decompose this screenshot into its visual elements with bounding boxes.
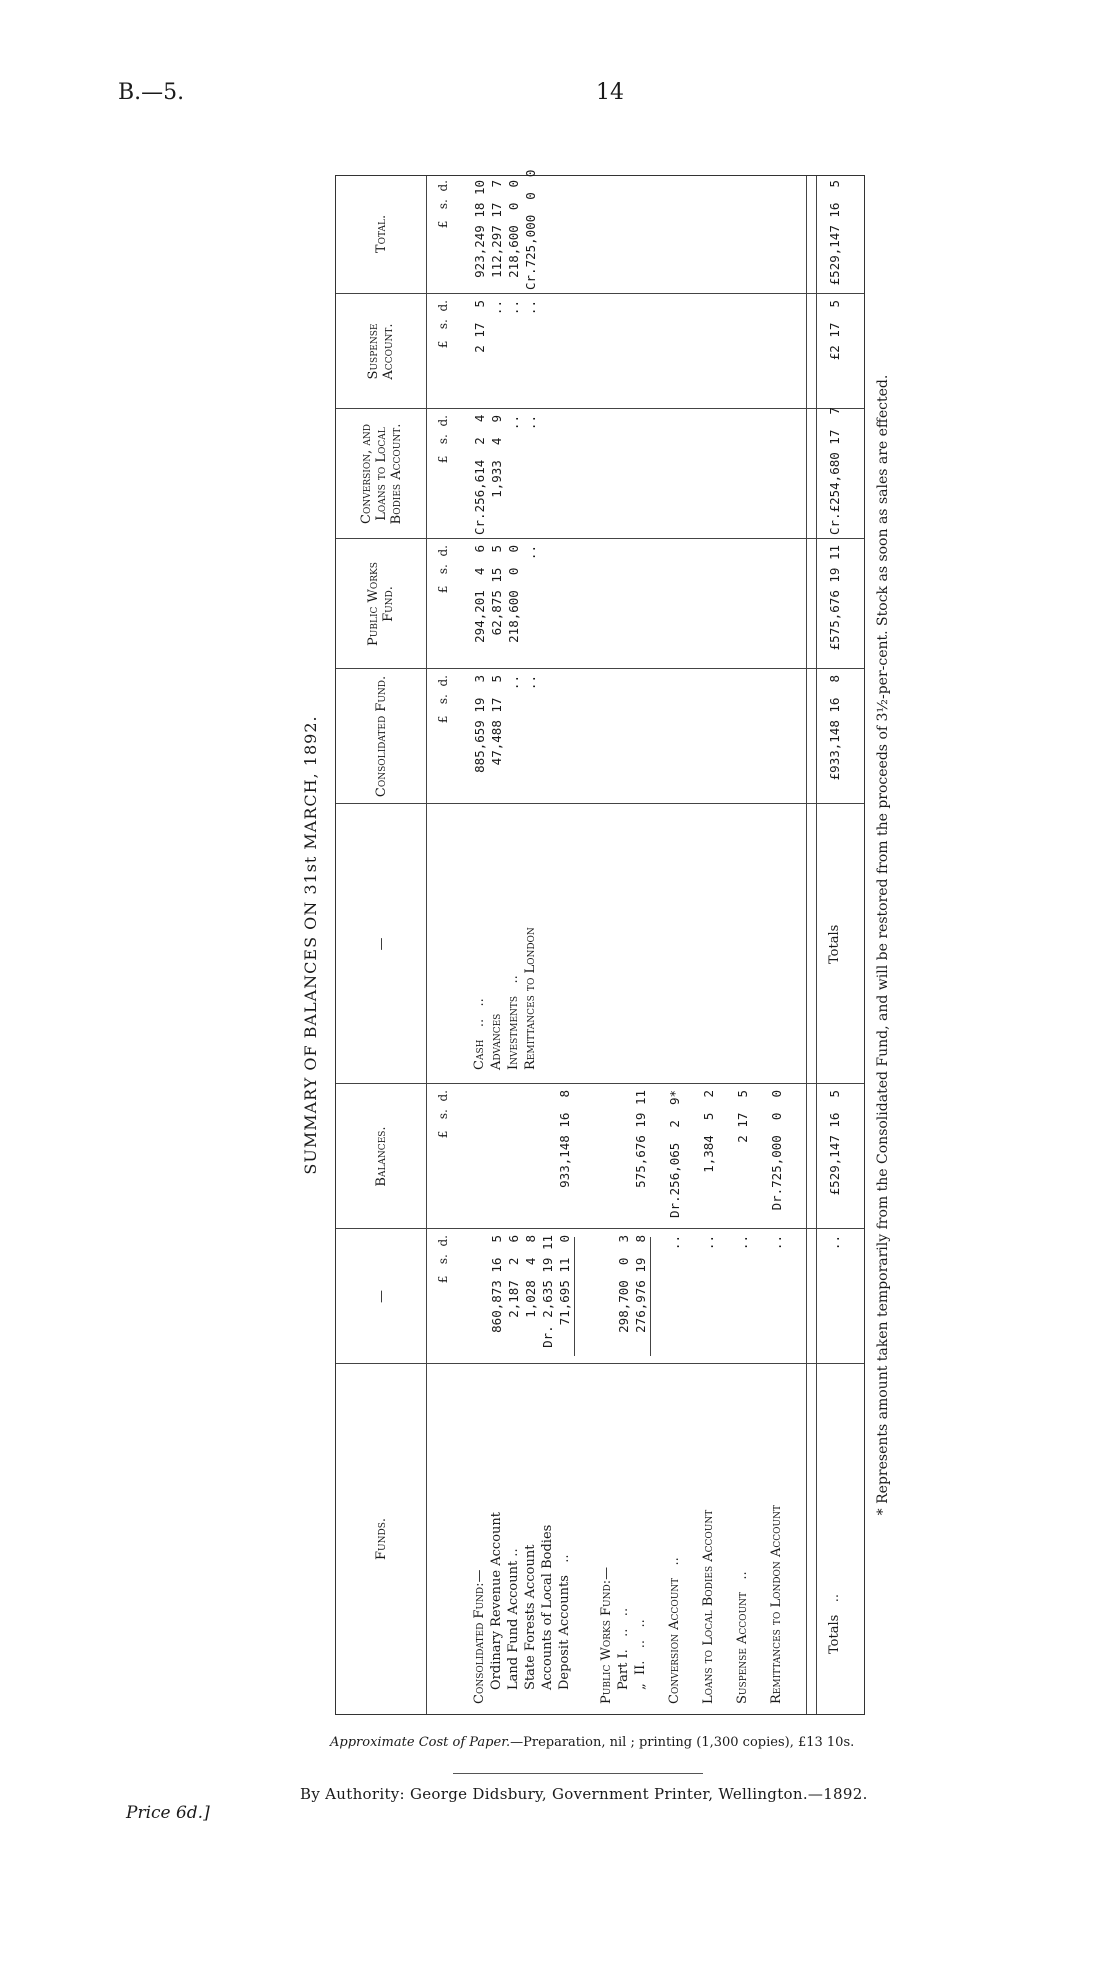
unit-label: £ s. d. [436,675,450,724]
fund-label: State Forests Account [523,1544,538,1690]
fund-label: Remittances to London Account [769,1505,784,1704]
detail-amount: 860,873 16 5 [489,1235,504,1333]
table-title: SUMMARY OF BALANCES ON 31st MARCH, 1892. [301,715,320,1175]
balance-amount: 933,148 16 8 [557,1090,572,1188]
column-divider [336,293,864,294]
conversion-amount: .. [523,415,538,431]
consolidated-amount: .. [506,675,521,691]
unit-label: £ s. d. [436,1090,450,1139]
totals-balance: £529,147 16 5 [827,1090,842,1196]
fund-label: Conversion Account .. [667,1557,682,1704]
fund-label: Suspense Account .. [735,1571,750,1704]
consolidated-amount: .. [523,675,538,691]
header-suspense: Suspense Account. [366,323,396,380]
balance-amount: 575,676 19 11 [633,1090,648,1188]
totals-detail: .. [827,1235,842,1251]
balance-amount: Dr.725,000 0 0 [769,1090,784,1211]
total-conversion: Cr.£254,680 17 7 [827,407,842,535]
detail-amount: 71,695 11 0 [557,1235,572,1326]
subtotal-rule [650,1237,651,1356]
balance-amount: 2 17 5 [735,1090,750,1143]
header-total: Total. [373,214,389,254]
asset-label: Cash .. .. [472,998,487,1070]
column-divider [336,1228,864,1229]
fund-label: Consolidated Fund:— [472,1569,487,1704]
column-divider [336,408,864,409]
divider [453,1773,703,1774]
price: Price 6d.] [126,1803,210,1823]
fund-label: Public Works Fund:— [599,1566,614,1704]
rotated-summary-table [301,169,891,1715]
fund-label: Deposit Accounts .. [557,1554,572,1690]
subtotal-rule [574,1237,575,1356]
fund-label: Accounts of Local Bodies [540,1524,555,1690]
unit-label: £ s. d. [436,300,450,349]
unit-label: £ s. d. [436,180,450,229]
conversion-amount: Cr.256,614 2 4 [472,414,487,535]
header-balances: Balances. [373,1126,389,1187]
totals-rule [806,176,807,1714]
cost-of-paper [330,1735,854,1750]
detail-amount: .. [701,1235,716,1251]
total-amount: Cr.725,000 0 0 [523,169,538,290]
fund-label: Loans to Local Bodies Account [701,1509,716,1704]
column-divider [336,538,864,539]
conversion-amount: 1,933 4 9 [489,415,504,498]
detail-amount: .. [667,1235,682,1251]
unit-label: £ s. d. [436,415,450,464]
column-divider [336,668,864,669]
footnote: * Represents amount taken temporarily from the Consolidated Fund, and will be restored from the proceeds of 3½-per-cent. Stock as soon as sales are effected. [875,374,891,1516]
detail-amount: .. [769,1235,784,1251]
consolidated-amount: 885,659 19 3 [472,675,487,773]
balances-table [335,169,865,1715]
total-amount: 218,600 0 0 [506,180,521,278]
public-works-amount: 218,600 0 0 [506,545,521,643]
total-consolidated: £933,148 16 8 [827,675,842,781]
unit-label: £ s. d. [436,1235,450,1284]
fund-label: Ordinary Revenue Account [489,1511,504,1690]
fund-label: Land Fund Account .. [506,1548,521,1690]
public-works-amount: 62,875 15 5 [489,545,504,636]
column-divider [336,1363,864,1364]
asset-label: Remittances to London [523,927,538,1070]
page-number: 14 [596,80,624,105]
conversion-amount: .. [506,415,521,431]
detail-amount: 2,187 2 6 [506,1235,521,1318]
unit-label: £ s. d. [436,545,450,594]
total-amount: 923,249 18 10 [472,180,487,278]
header-conversion: Conversion, and Loans to Local Bodies Account. [358,423,404,525]
fund-label: „ II. .. .. [633,1619,648,1690]
detail-amount: 298,700 0 3 [616,1235,631,1333]
detail-amount: 276,976 19 8 [633,1235,648,1333]
header-funds: Funds. [373,1518,389,1560]
header-dash2: — [373,937,389,951]
total-public-works: £575,676 19 11 [827,545,842,651]
cost-text: —Preparation, nil ; printing (1,300 copies), £13 10s. [510,1735,855,1750]
detail-amount: 1,028 4 8 [523,1235,538,1318]
total-suspense: £2 17 5 [827,300,842,361]
header-public-works: Public Works Fund. [366,562,396,646]
asset-label: Advances [489,1013,504,1070]
suspense-amount: .. [523,300,538,316]
total-total: £529,147 16 5 [827,180,842,286]
public-works-amount: 294,201 4 6 [472,545,487,643]
suspense-amount: .. [489,300,504,316]
suspense-amount: .. [506,300,521,316]
header-rule [426,176,427,1714]
totals-rule [816,176,817,1714]
suspense-amount: 2 17 5 [472,300,487,353]
consolidated-amount: 47,488 17 5 [489,675,504,766]
detail-amount: Dr. 2,635 19 11 [540,1235,555,1348]
header-consolidated: Consolidated Fund. [373,675,389,798]
asset-label: Investments .. [506,975,521,1070]
column-divider [336,1083,864,1084]
total-amount: 112,297 17 7 [489,180,504,278]
detail-amount: .. [735,1235,750,1251]
cost-label: Approximate Cost of Paper. [330,1735,511,1750]
page-reference: B.—5. [118,80,185,105]
totals-label: Totals .. [827,1594,842,1654]
fund-label: Part I. .. .. [616,1607,631,1690]
column-divider [336,803,864,804]
totals-label: Totals [827,924,842,964]
balance-amount: 1,384 5 2 [701,1090,716,1173]
public-works-amount: .. [523,545,538,561]
balance-amount: Dr.256,065 2 9* [667,1090,682,1218]
printer-authority: By Authority: George Didsbury, Government Printer, Wellington.—1892. [300,1785,868,1803]
header-detail: — [373,1290,389,1303]
